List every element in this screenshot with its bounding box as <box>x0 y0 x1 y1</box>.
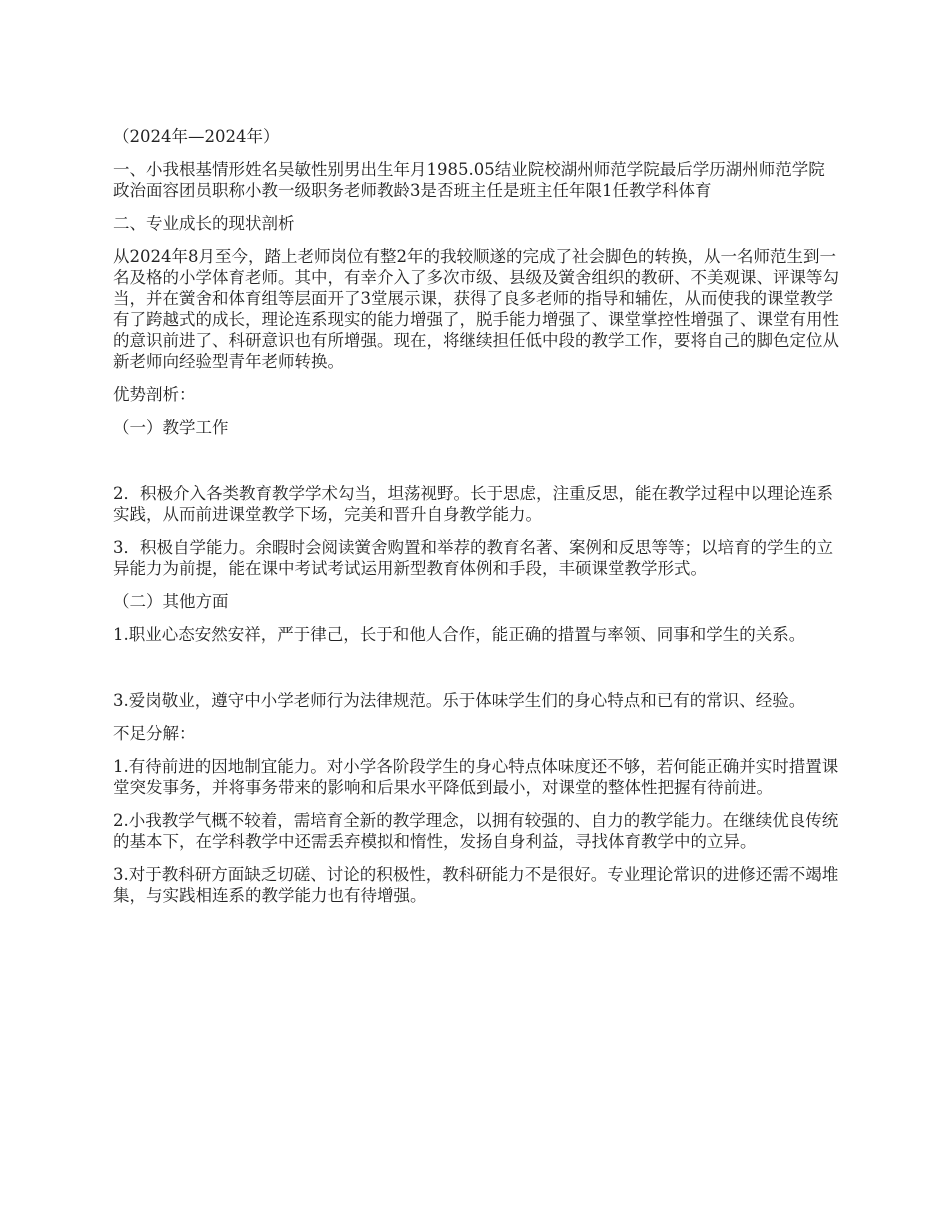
teaching-item-2: 2．积极介入各类教育教学学术勾当，坦荡视野。长于思虑，注重反思，能在教学过程中以理论连系实践，从而前进课堂教学下场，完美和晋升自身教学能力。 <box>113 484 833 524</box>
blank-gap <box>113 657 839 690</box>
teaching-item-3: 3．积极自学能力。余暇时会阅读黉舍购置和举荐的教育名著、案例和反思等等；以培育的学生的立异能力为前提，能在课中考试考试运用新型教育体例和手段，丰硕课堂教学形式。 <box>113 538 833 578</box>
weakness-item-3: 3.对于教科研方面缺乏切磋、讨论的积极性，教科研能力不是很好。专业理论常识的进修还需不竭堆集，与实践相连系的教学能力也有待增强。 <box>113 865 839 905</box>
subheading-other-aspects: （二）其他方面 <box>113 592 229 611</box>
section-basic-info: 一、小我根基情形姓名吴敏性别男出生年月1985.05结业院校湖州师范学院最后学历湖州师范学院政治面容团员职称小教一级职务老师教龄3是否班主任是班主任年限1任教学科体育 <box>113 160 825 200</box>
weakness-item-2: 2.小我教学气概不较着，需培育全新的教学理念，以拥有较强的、自力的教学能力。在继续优良传统的基本下，在学科教学中还需丢弃模拟和惰性，发扬自身利益，寻找体育教学中的立异。 <box>113 811 839 851</box>
section-heading-growth: 二、专业成长的现状剖析 <box>113 214 295 233</box>
other-item-1: 1.职业心态安然安祥，严于律己，长于和他人合作，能正确的措置与率领、同事和学生的关系。 <box>113 625 806 644</box>
subheading-teaching-work: （一）教学工作 <box>113 418 229 437</box>
weaknesses-heading: 不足分解： <box>113 724 196 743</box>
other-item-3: 3.爱岗敬业，遵守中小学老师行为法律规范。乐于体味学生们的身心特点和已有的常识、经验。 <box>113 691 806 710</box>
blank-gap <box>113 450 839 483</box>
strengths-heading: 优势剖析： <box>113 385 196 404</box>
year-range: （2024年—2024年） <box>113 127 280 146</box>
weakness-item-1: 1.有待前进的因地制宜能力。对小学各阶段学生的身心特点体味度还不够，若何能正确并实时措置课堂突发事务，并将事务带来的影响和后果水平降低到最小，对课堂的整体性把握有待前进。 <box>113 757 839 797</box>
growth-analysis-paragraph: 从2024年8月至今，踏上老师岗位有整2年的我较顺遂的完成了社会脚色的转换，从一名师范生到一名及格的小学体育老师。其中，有幸介入了多次市级、县级及黉舍组织的教研、不美观课、评课等勾当，并在黉舍和体育组等层面开了3堂展示课，获得了良多老师的指导和辅佐，从而使我的课堂教学有了跨越式的成长，理论连系现实的能力增强了，脱手能力增强了、课堂掌控性增强了、课堂有用性的意识前进了、科研意识也有所增强。现在，将继续担任低中段的教学工作，要将自己的脚色定位从新老师向经验型青年老师转换。 <box>113 247 839 371</box>
document-body <box>113 126 839 918</box>
